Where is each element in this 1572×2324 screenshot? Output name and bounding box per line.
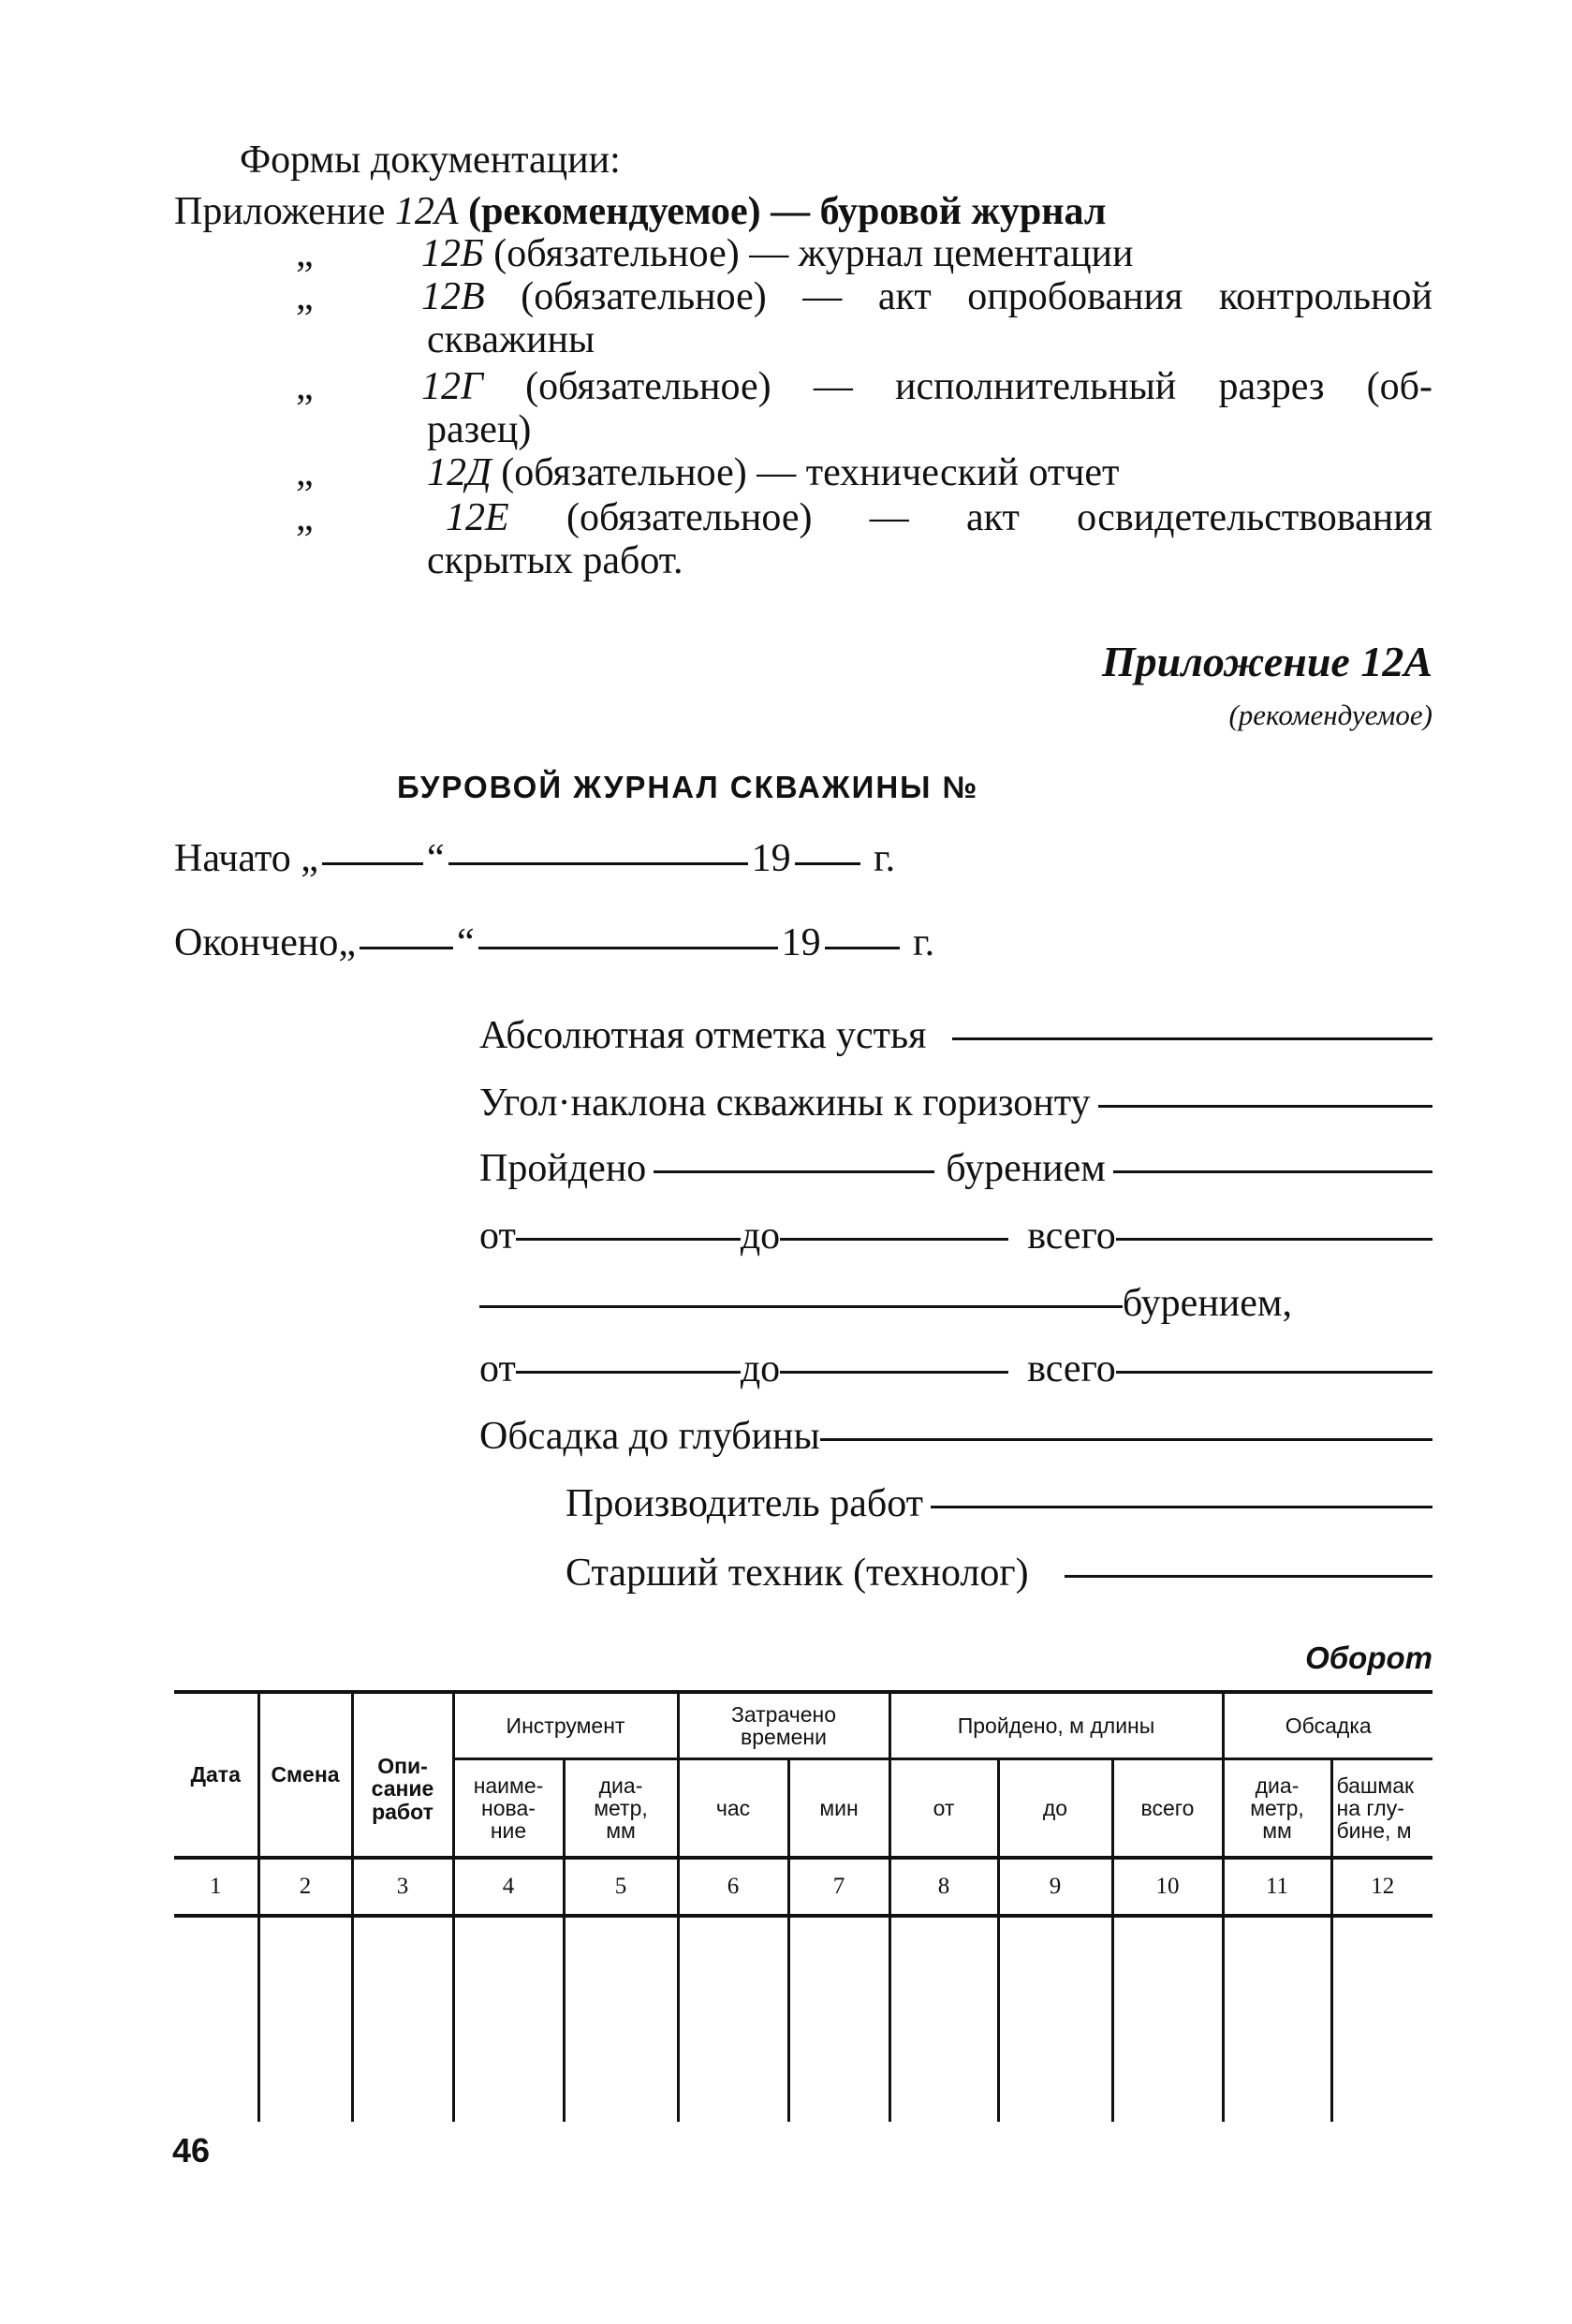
journal-title: БУРОВОЙ ЖУРНАЛ СКВАЖИНЫ № xyxy=(397,770,979,804)
drilling-type-blank xyxy=(479,1305,1123,1308)
forms-item-c-cont: скважины xyxy=(427,318,595,361)
col-number: 5 xyxy=(564,1858,678,1916)
journal-table xyxy=(174,1690,1432,2122)
passed-field: Пройдено бурением xyxy=(479,1146,1432,1191)
col-description: Опи- сание работ xyxy=(352,1692,453,1858)
col-number: 1 xyxy=(174,1858,258,1916)
day-blank xyxy=(322,862,423,865)
forms-item-c: 12В (обязательное) — акт опробования контрольной xyxy=(421,275,1433,318)
forms-item-d-cont: разец) xyxy=(427,408,532,451)
angle-field: Угол·наклона скважины к горизонту xyxy=(479,1081,1432,1125)
total-blank xyxy=(1116,1371,1432,1374)
abs-mark-field: Абсолютная отметка устья xyxy=(479,1013,1432,1058)
started-label: Начато xyxy=(174,837,291,880)
col-number: 3 xyxy=(352,1858,453,1916)
col-number: 10 xyxy=(1112,1858,1223,1916)
col-passed-length: Пройдено, м длины xyxy=(889,1692,1223,1759)
col-minutes: мин xyxy=(788,1759,889,1859)
col-time-spent: Затрачено времени xyxy=(678,1692,889,1759)
page-number: 46 xyxy=(172,2131,211,2170)
col-number: 9 xyxy=(998,1858,1112,1916)
reverse-label: Оборот xyxy=(1305,1640,1432,1675)
ditto-mark: „ xyxy=(296,496,314,539)
senior-tech-blank xyxy=(1065,1575,1432,1578)
col-casing-shoe: башмак на глу- бине, м xyxy=(1331,1759,1432,1859)
forms-item-d: 12Г (обязательное) — исполнительный разрез (об- xyxy=(421,365,1433,408)
finished-line: Окончено„ “ 19 г. xyxy=(174,921,935,964)
angle-blank xyxy=(1098,1105,1432,1108)
range-field-2: от до всего xyxy=(479,1346,1432,1391)
year-blank xyxy=(795,862,860,865)
col-instrument-name: наиме- нова- ние xyxy=(453,1759,564,1859)
col-number: 7 xyxy=(788,1858,889,1916)
passed-blank xyxy=(654,1170,934,1173)
month-blank xyxy=(478,947,778,949)
abs-mark-blank xyxy=(952,1037,1432,1040)
drilling-field-2: бурением, xyxy=(479,1281,1292,1326)
senior-tech-field: Старший техник (технолог) xyxy=(566,1551,1432,1596)
ditto-mark: „ xyxy=(296,232,314,275)
day-blank xyxy=(360,947,453,949)
col-number: 4 xyxy=(453,1858,564,1916)
col-casing: Обсадка xyxy=(1223,1692,1432,1759)
table-cell xyxy=(1223,1916,1331,2122)
casing-blank xyxy=(820,1438,1432,1441)
col-casing-diameter: диа- метр, мм xyxy=(1223,1759,1331,1859)
total-blank xyxy=(1116,1238,1432,1241)
appendix-title: Приложение 12А xyxy=(1101,638,1432,685)
table-cell xyxy=(889,1916,998,2122)
to-blank xyxy=(780,1238,1008,1241)
from-blank xyxy=(516,1238,741,1241)
table-cell xyxy=(453,1916,564,2122)
col-to: до xyxy=(998,1759,1112,1859)
month-blank xyxy=(448,862,748,865)
forms-item-e: 12Д (обязательное) — технический отчет xyxy=(427,451,1120,494)
table-cell xyxy=(174,1916,258,2122)
col-number: 8 xyxy=(889,1858,998,1916)
table-cell xyxy=(1331,1916,1432,2122)
ditto-mark: „ xyxy=(296,275,314,318)
table-cell xyxy=(678,1916,788,2122)
col-number: 11 xyxy=(1223,1858,1331,1916)
finished-label: Окончено xyxy=(174,921,339,964)
appendix-subtitle: (рекомендуемое) xyxy=(1228,699,1432,731)
forms-item-f-cont: скрытых работ. xyxy=(427,539,683,582)
col-instrument: Инструмент xyxy=(453,1692,678,1759)
table-cell xyxy=(352,1916,453,2122)
table-cell xyxy=(1112,1916,1223,2122)
ditto-mark: „ xyxy=(296,365,314,408)
col-number: 6 xyxy=(678,1858,788,1916)
col-number: 12 xyxy=(1331,1858,1432,1916)
forms-item-b: 12Б (обязательное) — журнал цементации xyxy=(421,232,1134,275)
table-cell xyxy=(788,1916,889,2122)
forms-item-a: Приложение 12А (рекомендуемое) — буровой журнал xyxy=(174,190,1107,233)
col-from: от xyxy=(889,1759,998,1859)
forms-heading: Формы документации: xyxy=(240,139,621,182)
drilling-blank xyxy=(1113,1170,1432,1173)
from-blank xyxy=(516,1371,741,1374)
manager-field: Производитель работ xyxy=(566,1481,1432,1526)
ditto-mark: „ xyxy=(296,451,314,494)
col-total: всего xyxy=(1112,1759,1223,1859)
table-cell xyxy=(998,1916,1112,2122)
manager-blank xyxy=(931,1506,1432,1508)
col-hours: час xyxy=(678,1759,788,1859)
col-instrument-diameter: диа- метр, мм xyxy=(564,1759,678,1859)
forms-prefix: Приложение xyxy=(174,190,386,233)
col-number: 2 xyxy=(258,1858,352,1916)
started-line: Начато „ “ 19 г. xyxy=(174,837,896,880)
year-blank xyxy=(825,947,900,949)
casing-field: Обсадка до глубины xyxy=(479,1414,1432,1459)
col-date: Дата xyxy=(174,1692,258,1858)
to-blank xyxy=(780,1371,1008,1374)
table-cell xyxy=(258,1916,352,2122)
range-field-1: от до всего xyxy=(479,1213,1432,1258)
forms-item-f: 12Е (обязательное) — акт освидетельствования xyxy=(446,496,1433,539)
col-shift: Смена xyxy=(258,1692,352,1858)
table-cell xyxy=(564,1916,678,2122)
